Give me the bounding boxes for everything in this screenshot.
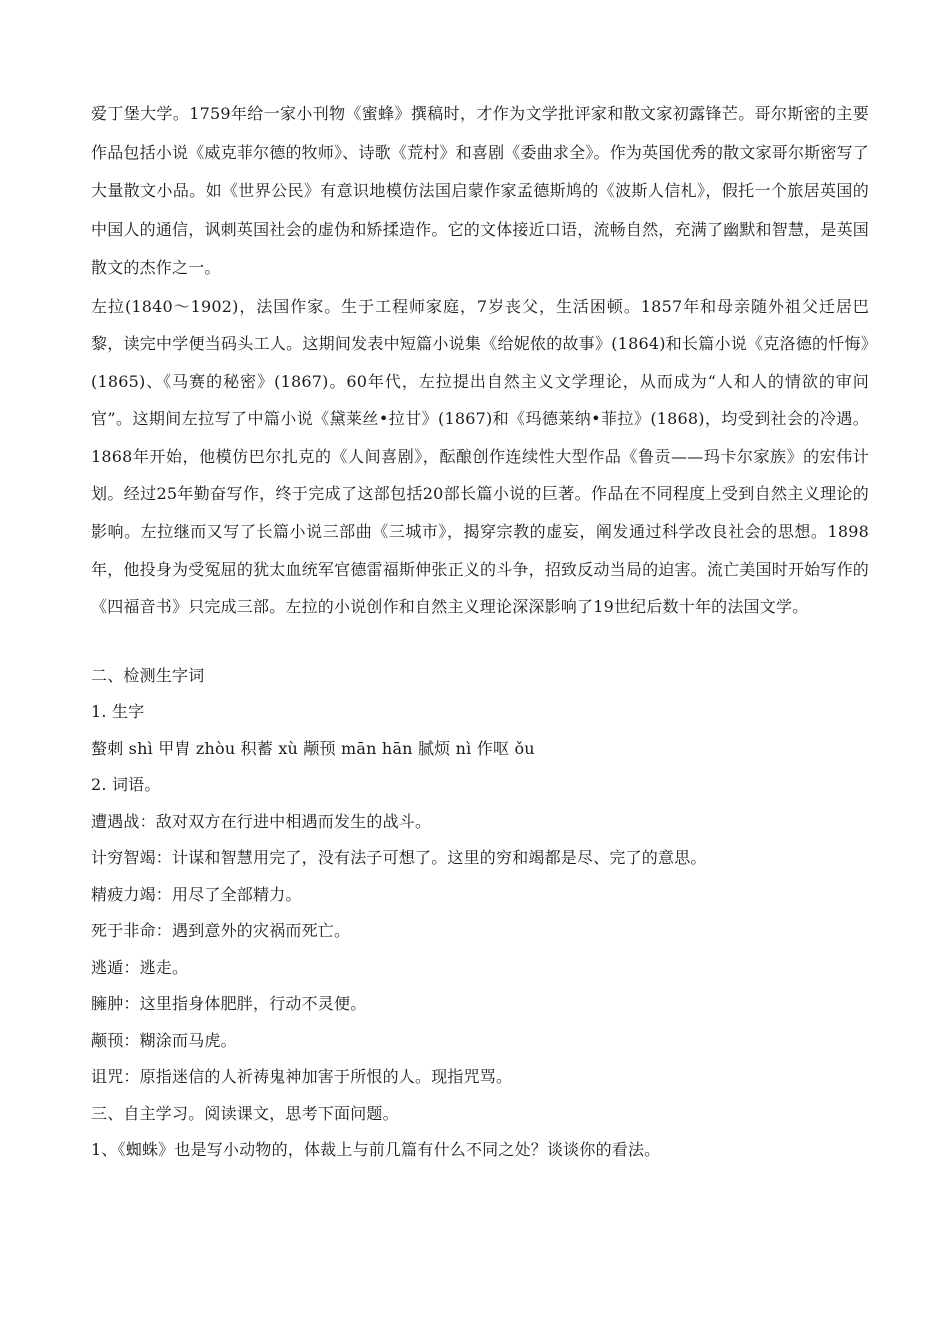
term-item: 颟顸：糊涂而马虎。 <box>91 1030 237 1050</box>
section2-sub2: 2. 词语。 <box>91 775 161 795</box>
section2-heading: 二、检测生字词 <box>91 665 205 685</box>
section-gap <box>91 626 869 658</box>
zola-paragraph: 左拉(1840～1902)，法国作家。生于工程师家庭，7岁丧父，生活困顿。1857年和母亲随外祖父迁居巴黎，读完中学便当码头工人。这期间发表中短篇小说集《给妮侬的故事》(1864)和长篇小说《克洛德的忏悔》(1865)、《马赛的秘密》(1867)。60年代，左拉提出自然主义文学理论，从而成为“人和人的情欲的审问官”。这期间左拉写了中篇小说《黛莱丝•拉甘》(1867)和《玛德莱纳•菲拉》(1868)，均受到社会的冷遇。1868年开始，他模仿巴尔扎克的《人间喜剧》，酝酿创作连续性大型作品《鲁贡——玛卡尔家族》的宏伟计划。经过25年勤奋写作，终于完成了这部包括20部长篇小说的巨著。作品在不同程度上受到自然主义理论的影响。左拉继而又写了长篇小说三部曲《三城市》，揭穿宗教的虚妄，阐发通过科学改良社会的思想。1898年，他投身为受冤屈的犹太血统军官德雷福斯伸张正义的斗争，招致反动当局的迫害。流亡美国时开始写作的《四福音书》只完成三部。左拉的小说创作和自然主义理论深深影响了19世纪后数十年的法国文学。 <box>91 296 869 617</box>
document-page <box>91 95 869 1169</box>
section3-heading: 三、自主学习。阅读课文，思考下面问题。 <box>91 1103 399 1123</box>
term-item: 遭遇战：敌对双方在行进中相遇而发生的战斗。 <box>91 811 432 831</box>
term-item: 臃肿：这里指身体肥胖，行动不灵便。 <box>91 994 367 1014</box>
term-item: 计穷智竭：计谋和智慧用完了，没有法子可想了。这里的穷和竭都是尽、完了的意思。 <box>91 848 707 868</box>
term-item: 精疲力竭：用尽了全部精力。 <box>91 884 302 904</box>
section2-sub1: 1. 生字 <box>91 702 145 722</box>
goldsmith-paragraph: 爱丁堡大学。1759年给一家小刊物《蜜蜂》撰稿时，才作为文学批评家和散文家初露锋芒。哥尔斯密的主要作品包括小说《威克菲尔德的牧师》、诗歌《荒村》和喜剧《委曲求全》。作为英国优秀的散文家哥尔斯密写了大量散文小品。如《世界公民》有意识地模仿法国启蒙作家孟德斯鸠的《波斯人信札》，假托一个旅居英国的中国人的通信，讽刺英国社会的虚伪和矫揉造作。它的文体接近口语，流畅自然，充满了幽默和智慧，是英国散文的杰作之一。 <box>91 104 869 277</box>
section3-question-1: 1、《蜘蛛》也是写小动物的，体裁上与前几篇有什么不同之处？谈谈你的看法。 <box>91 1140 661 1160</box>
term-item: 逃遁：逃走。 <box>91 957 189 977</box>
section2-chars: 螯刺 shì 甲胄 zhòu 积蓄 xù 颟顸 mān hān 腻烦 nì 作呕 ǒu <box>91 738 535 758</box>
term-item: 诅咒：原指迷信的人祈祷鬼神加害于所恨的人。现指咒骂。 <box>91 1067 513 1087</box>
term-item: 死于非命：遇到意外的灾祸而死亡。 <box>91 921 351 941</box>
